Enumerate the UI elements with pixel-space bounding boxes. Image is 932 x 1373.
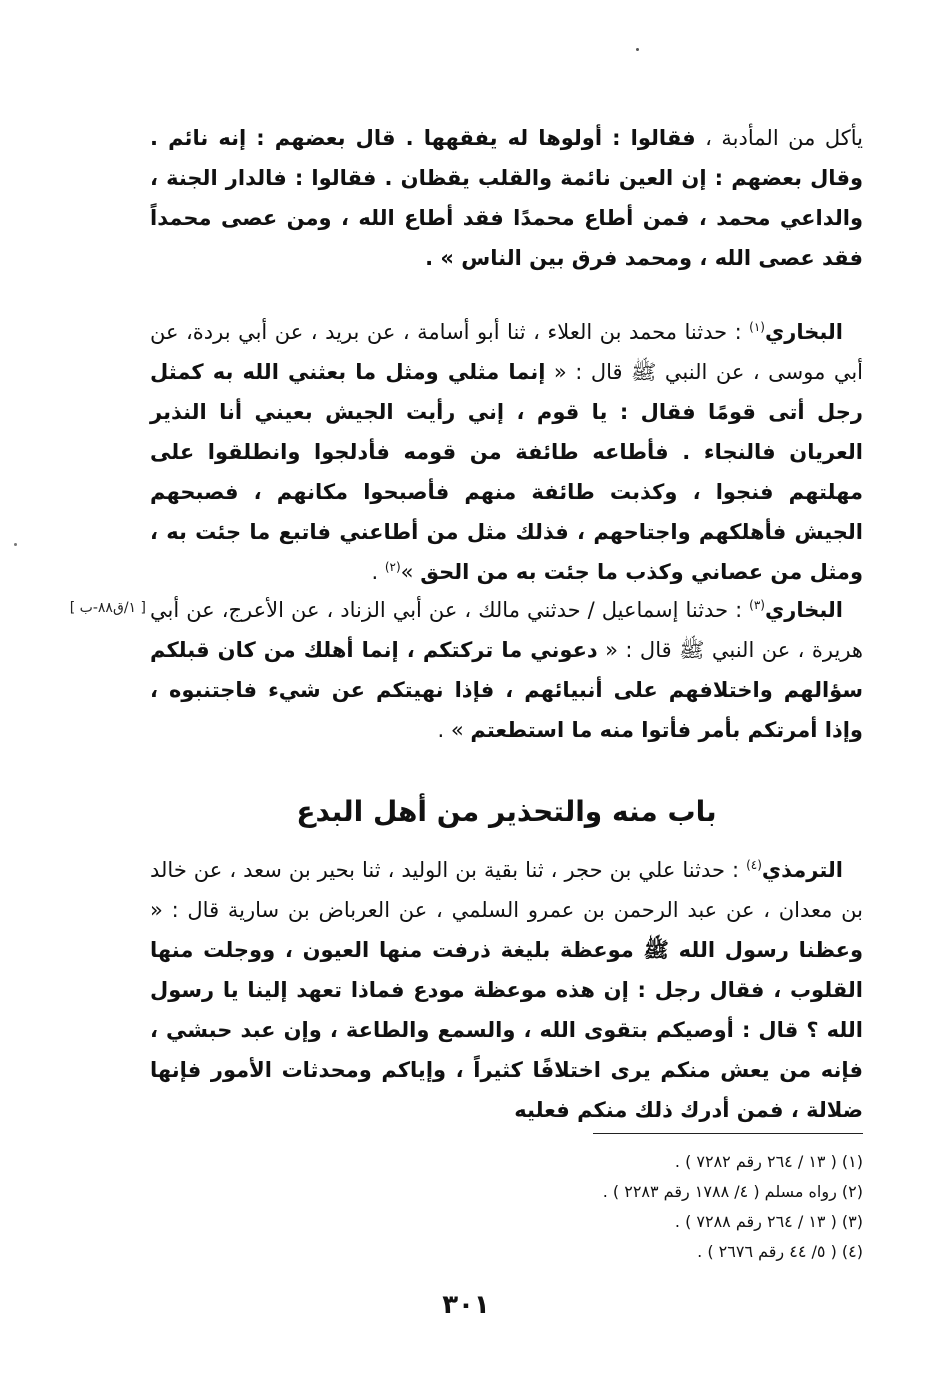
footnotes <box>450 1147 863 1267</box>
hadith-text: فقالوا : أولوها له يفقهها . قال بعضهم : إنه نائم . وقال بعضهم : إن العين نائمة والقلب يقظان . فقالوا : فالدار الجنة ، والداعي محمد ، فمن أطاع محمدًا فقد أطاع الله ، ومن عصى محمداً فقد عصى الله ، ومحمد فرق بين الناس » . <box>150 126 863 270</box>
footnote-separator <box>593 1133 863 1134</box>
footnote-ref: (١) <box>749 320 765 334</box>
manuscript-margin-note: [ ١/ق٨٨-ب ] <box>69 600 146 616</box>
hadith-text: إنما مثلي ومثل ما بعثني الله به كمثل رجل أتى قومًا فقال : يا قوم ، إني رأيت الجيش بعيني أنا النذير العريان فالنجاء . فأطاعه طائفة من قومه فأدلجوا وانطلقوا على مهلتهم فنجوا ، وكذبت طائفة منهم فأصبحوا مكانهم ، فصبحهم الجيش فأهلكهم واجتاحهم ، فذلك مثل من أطاعني فاتبع ما جئت به ، ومثل من عصاني وكذب ما جئت به من الحق <box>150 360 863 584</box>
footnote-ref: (٤) <box>746 858 762 872</box>
footnote-2: (٢) رواه مسلم ( ٤/ ١٧٨٨ رقم ٢٢٨٣ ) . <box>602 1182 863 1201</box>
isnad-text: : حدثنا إسماعيل / حدثني مالك ، عن أبي الزناد ، عن الأعرج، عن أبي هريرة ، عن النبي ﷺ قال : « <box>150 598 863 662</box>
footnote-ref: (٣) <box>749 598 765 612</box>
quote-end: » . <box>437 718 471 742</box>
footnote-1: (١) ( ١٣ / ٢٦٤ رقم ٧٢٨٢ ) . <box>674 1152 863 1171</box>
paragraph-continuation <box>150 118 863 278</box>
paragraph-bukhari-1 <box>150 312 863 592</box>
page-number: ٣٠١ <box>442 1290 490 1320</box>
paragraph-bukhari-2 <box>150 590 863 750</box>
isnad-text: : حدثنا علي بن حجر ، ثنا بقية بن الوليد ، ثنا بحير بن سعد ، عن خالد بن معدان ، عن عبد الرحمن بن عمرو السلمي ، عن العرباض بن سارية قال : « <box>150 858 863 922</box>
period: . <box>371 560 385 584</box>
source-name: الترمذي <box>761 858 843 882</box>
quote-end: » <box>400 560 421 584</box>
chapter-heading: باب منه والتحذير من أهل البدع <box>296 795 717 828</box>
footnote-ref: (٢) <box>384 560 401 574</box>
scan-speck <box>14 543 17 546</box>
footnote-4: (٤) ( ٥/ ٤٤ رقم ٢٦٧٦ ) . <box>697 1242 863 1261</box>
source-name: البخاري <box>764 320 843 344</box>
hadith-text: وعظنا رسول الله ﷺ موعظة بليغة ذرفت منها العيون ، ووجلت منها القلوب ، فقال رجل : إن هذه موعظة مودع فماذا تعهد إلينا يا رسول الله ؟ قال : أوصيكم بتقوى الله ، والسمع والطاعة ، وإن عبد حبشي ، فإنه من يعش منكم يرى اختلافًا كثيراً ، وإياكم ومحدثات الأمور فإنها ضلالة ، فمن أدرك ذلك منكم فعليه <box>150 938 863 1122</box>
paragraph-tirmidhi <box>150 850 863 1130</box>
isnad-text: : حدثنا محمد بن العلاء ، ثنا أبو أسامة ، عن بريد ، عن أبي بردة، عن أبي موسى ، عن النبي ﷺ قال : « <box>150 320 864 384</box>
scan-speck <box>636 48 639 51</box>
source-name: البخاري <box>764 598 843 622</box>
plain-text: يأكل من المأدبة ، <box>695 126 863 150</box>
footnote-3: (٣) ( ١٣ / ٢٦٤ رقم ٧٢٨٨ ) . <box>674 1212 863 1231</box>
hadith-text: دعوني ما تركتكم ، إنما أهلك من كان قبلكم سؤالهم واختلافهم على أنبيائهم ، فإذا نهيتكم عن شيء فاجتنبوه ، وإذا أمرتكم بأمر فأتوا منه ما استطعتم <box>150 638 863 742</box>
